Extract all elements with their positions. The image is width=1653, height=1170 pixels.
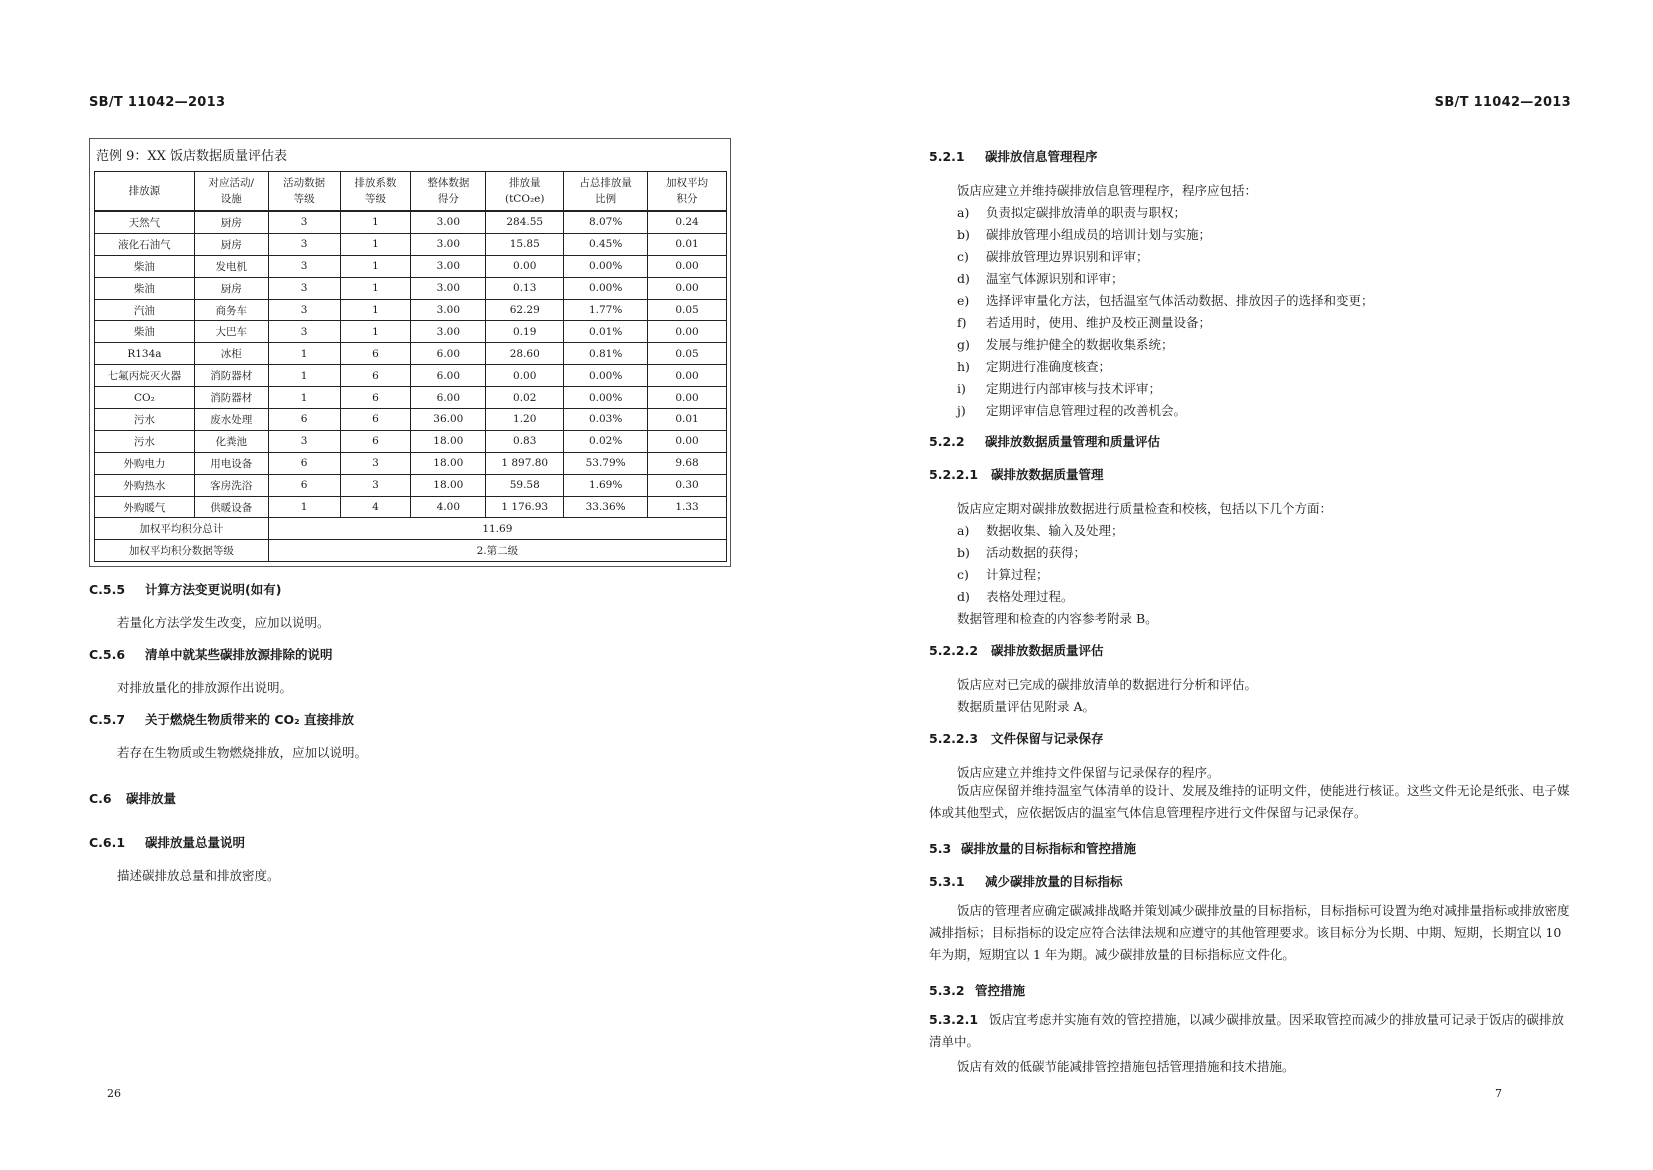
section-c57-heading: C.5.7 关于燃烧生物质带来的 CO₂ 直接排放 — [89, 712, 354, 727]
table-cell: 液化石油气 — [95, 233, 195, 255]
list-marker: a) — [957, 205, 970, 220]
section-5221-tail: 数据管理和检查的内容参考附录 B。 — [957, 611, 1158, 626]
table-cell: 污水 — [95, 409, 195, 431]
table-cell: 3 — [268, 321, 340, 343]
table-caption: 范例 9：XX 饭店数据质量评估表 — [96, 149, 288, 164]
table-cell: 0.30 — [648, 474, 727, 496]
table-cell: 3 — [268, 299, 340, 321]
table-cell: 0.02% — [564, 430, 648, 452]
table-cell: 消防器材 — [194, 387, 268, 409]
table-cell: 废水处理 — [194, 409, 268, 431]
list-item — [957, 247, 1149, 265]
table-cell: 0.00 — [648, 430, 727, 452]
table-cell: 36.00 — [411, 409, 486, 431]
list-text: 碳排放管理小组成员的培训计划与实施； — [986, 227, 1212, 242]
table-cell: 1 — [268, 343, 340, 365]
table-cell: 53.79% — [564, 452, 648, 474]
list-item — [957, 203, 1186, 221]
table-cell: 0.00 — [648, 387, 727, 409]
list-item — [957, 543, 1086, 561]
table-cell: 0.00% — [564, 387, 648, 409]
header-line: 等级 — [293, 193, 315, 205]
table-cell: 1 — [340, 233, 411, 255]
header-line: 排放量 — [508, 177, 541, 189]
header-line: 排放系数 — [354, 177, 397, 189]
table-cell: 0.00% — [564, 365, 648, 387]
header-line: 积分 — [676, 193, 698, 205]
table-cell: 0.02 — [486, 387, 564, 409]
table-grade-row — [95, 540, 727, 562]
page-number-left: 26 — [107, 1087, 121, 1100]
list-item — [957, 379, 1161, 397]
table-cell: 6 — [340, 365, 411, 387]
table-row — [95, 474, 727, 496]
table-cell: 62.29 — [486, 299, 564, 321]
table-header — [95, 172, 727, 212]
table-cell: 1 — [268, 496, 340, 518]
section-5221-heading: 5.2.2.1 碳排放数据质量管理 — [929, 467, 1104, 482]
table-cell: 天然气 — [95, 211, 195, 233]
table-row — [95, 365, 727, 387]
table-cell: 0.19 — [486, 321, 564, 343]
page-number-right: 7 — [1495, 1087, 1502, 1100]
header-line: 加权平均 — [666, 177, 709, 189]
table-row — [95, 387, 727, 409]
table-row — [95, 211, 727, 233]
table-cell: 0.01% — [564, 321, 648, 343]
header-line: 排放源 — [128, 185, 161, 197]
section-5223-heading: 5.2.2.3 文件保留与记录保存 — [929, 731, 1104, 746]
standard-code-right: SB/T 11042—2013 — [1434, 95, 1571, 110]
header-line: 比例 — [595, 193, 617, 205]
table-row — [95, 321, 727, 343]
section-5321-text: 饭店宜考虑并实施有效的管控措施，以减少碳排放量。因采取管控而减少的排放量可记录于饭店的碳排放清单中。 — [929, 1012, 1565, 1049]
list-item — [957, 225, 1211, 243]
table-cell: 3.00 — [411, 321, 486, 343]
table-cell: 客房洗浴 — [194, 474, 268, 496]
section-c61-text: 描述碳排放总量和排放密度。 — [117, 868, 280, 883]
table-cell: 0.00 — [648, 365, 727, 387]
section-5222-line2: 数据质量评估见附录 A。 — [957, 699, 1096, 714]
table-cell: 消防器材 — [194, 365, 268, 387]
section-522-heading: 5.2.2 碳排放数据质量管理和质量评估 — [929, 434, 1161, 449]
table-cell: 1.20 — [486, 409, 564, 431]
header-line: 占总排放量 — [579, 177, 632, 189]
table-cell: 4.00 — [411, 496, 486, 518]
list-item — [957, 587, 1074, 605]
table-cell: 3 — [268, 430, 340, 452]
table-cell: 3 — [340, 452, 411, 474]
table-summary-value: 11.69 — [268, 518, 726, 540]
table-cell: 0.24 — [648, 211, 727, 233]
table-cell: 污水 — [95, 430, 195, 452]
table-header-cell — [268, 172, 340, 212]
table-cell: 6 — [340, 343, 411, 365]
table-cell: 6 — [340, 387, 411, 409]
table-cell: 柴油 — [95, 321, 195, 343]
table-cell: 1.77% — [564, 299, 648, 321]
section-5223-line1: 饭店应建立并维持文件保留与记录保存的程序。 — [957, 765, 1220, 780]
list-item — [957, 291, 1374, 309]
list-text: 表格处理过程。 — [986, 589, 1074, 604]
table-cell: 3.00 — [411, 299, 486, 321]
section-532-heading: 5.3.2 管控措施 — [929, 983, 1026, 998]
section-5223-paragraph: 饭店应保留并维持温室气体清单的设计、发展及维持的证明文件，使能进行核证。这些文件无论是纸张、电子媒体或其他型式，应依据饭店的温室气体信息管理程序进行文件保留与记录保存。 — [929, 783, 1570, 820]
table-header-cell — [648, 172, 727, 212]
table-cell: 0.13 — [486, 277, 564, 299]
list-marker: b) — [957, 545, 970, 560]
section-521-intro: 饭店应建立并维持碳排放信息管理程序，程序应包括： — [957, 183, 1258, 198]
table-cell: 用电设备 — [194, 452, 268, 474]
section-5221-intro: 饭店应定期对碳排放数据进行质量检查和校核，包括以下几个方面： — [957, 501, 1333, 516]
section-c55-text: 若量化方法学发生改变，应加以说明。 — [117, 615, 330, 630]
table-cell: 18.00 — [411, 452, 486, 474]
section-c57-text: 若存在生物质或生物燃烧排放，应加以说明。 — [117, 745, 368, 760]
table-cell: 0.00 — [648, 321, 727, 343]
list-item — [957, 401, 1186, 419]
table-row — [95, 496, 727, 518]
right-page — [826, 0, 1653, 1170]
table-cell: 0.05 — [648, 343, 727, 365]
header-line: 活动数据 — [283, 177, 326, 189]
table-summary-label: 加权平均积分总计 — [95, 518, 269, 540]
list-item — [957, 565, 1049, 583]
header-line: (tCO₂e) — [504, 193, 545, 205]
table-cell: 0.00% — [564, 255, 648, 277]
table-total-row — [95, 518, 727, 540]
table-cell: 1.69% — [564, 474, 648, 496]
list-marker: c) — [957, 567, 969, 582]
section-c61-heading: C.6.1 碳排放量总量说明 — [89, 835, 246, 850]
list-marker: g) — [957, 337, 970, 352]
table-row — [95, 430, 727, 452]
header-line: 得分 — [437, 193, 459, 205]
table-cell: 汽油 — [95, 299, 195, 321]
table-body — [95, 211, 727, 562]
table-cell: 大巴车 — [194, 321, 268, 343]
table-cell: 0.00 — [648, 255, 727, 277]
table-header-cell — [340, 172, 411, 212]
table-cell: 8.07% — [564, 211, 648, 233]
list-text: 若适用时，使用、维护及校正测量设备； — [986, 315, 1212, 330]
list-text: 定期进行内部审核与技术评审； — [986, 381, 1162, 396]
list-item — [957, 521, 1124, 539]
list-marker: a) — [957, 523, 970, 538]
table-row — [95, 277, 727, 299]
table-cell: 3 — [268, 255, 340, 277]
table-cell: 冰柜 — [194, 343, 268, 365]
table-cell: 发电机 — [194, 255, 268, 277]
header-line: 等级 — [364, 193, 386, 205]
section-5222-heading: 5.2.2.2 碳排放数据质量评估 — [929, 643, 1104, 658]
section-521-heading: 5.2.1 碳排放信息管理程序 — [929, 149, 1098, 164]
list-text: 选择评审量化方法，包括温室气体活动数据、排放因子的选择和变更； — [986, 293, 1374, 308]
list-marker: j) — [957, 403, 966, 418]
table-cell: 1 — [340, 211, 411, 233]
table-cell: 3 — [268, 211, 340, 233]
list-text: 计算过程； — [986, 567, 1049, 582]
table-cell: 七氟丙烷灭火器 — [95, 365, 195, 387]
list-marker: d) — [957, 589, 970, 604]
section-5321-paragraph — [929, 1009, 1571, 1053]
table-cell: 柴油 — [95, 255, 195, 277]
list-item — [957, 335, 1174, 353]
table-cell: 0.01 — [648, 409, 727, 431]
table-cell: 3 — [268, 233, 340, 255]
table-cell: 厨房 — [194, 211, 268, 233]
table-cell: 0.00% — [564, 277, 648, 299]
table-cell: 0.01 — [648, 233, 727, 255]
list-item — [957, 357, 1111, 375]
table-row — [95, 255, 727, 277]
list-marker: e) — [957, 293, 970, 308]
table-cell: 0.83 — [486, 430, 564, 452]
table-cell: 外购热水 — [95, 474, 195, 496]
header-line: 整体数据 — [427, 177, 470, 189]
table-cell: 6.00 — [411, 343, 486, 365]
section-531-heading: 5.3.1 减少碳排放量的目标指标 — [929, 874, 1123, 889]
data-quality-table — [94, 171, 727, 562]
left-page — [0, 0, 826, 1170]
list-marker: d) — [957, 271, 970, 286]
list-item — [957, 313, 1211, 331]
table-cell: 6.00 — [411, 387, 486, 409]
table-cell: 28.60 — [486, 343, 564, 365]
table-cell: 3.00 — [411, 277, 486, 299]
section-c6-heading: C.6 碳排放量 — [89, 791, 177, 806]
table-cell: 6 — [340, 430, 411, 452]
table-cell: 3.00 — [411, 211, 486, 233]
table-cell: 1 176.93 — [486, 496, 564, 518]
table-cell: 0.00 — [486, 365, 564, 387]
table-cell: 3.00 — [411, 255, 486, 277]
table-cell: 1 — [268, 387, 340, 409]
table-cell: 0.00 — [648, 277, 727, 299]
table-cell: 6 — [268, 409, 340, 431]
list-text: 定期评审信息管理过程的改善机会。 — [986, 403, 1187, 418]
table-cell: 外购电力 — [95, 452, 195, 474]
section-c56-heading: C.5.6 清单中就某些碳排放源排除的说明 — [89, 647, 333, 662]
table-cell: 0.03% — [564, 409, 648, 431]
table-cell: 外购暖气 — [95, 496, 195, 518]
table-cell: 1 — [340, 321, 411, 343]
table-cell: 18.00 — [411, 474, 486, 496]
list-text: 碳排放管理边界识别和评审； — [986, 249, 1149, 264]
table-row — [95, 343, 727, 365]
table-cell: 18.00 — [411, 430, 486, 452]
table-cell: 供暖设备 — [194, 496, 268, 518]
table-header-cell — [564, 172, 648, 212]
table-header-cell — [411, 172, 486, 212]
table-cell: 1.33 — [648, 496, 727, 518]
table-cell: 33.36% — [564, 496, 648, 518]
table-cell: 284.55 — [486, 211, 564, 233]
section-53-heading: 5.3 碳排放量的目标指标和管控措施 — [929, 841, 1137, 856]
list-text: 定期进行准确度核查； — [986, 359, 1112, 374]
table-summary-value: 2.第二级 — [268, 540, 726, 562]
section-531-paragraph: 饭店的管理者应确定碳减排战略并策划减少碳排放量的目标指标，目标指标可设置为绝对减排量指标或排放密度减排指标；目标指标的设定应符合法律法规和应遵守的其他管理要求。该目标分为长期、中期、短期，长期宜以 10 年为期，短期宜以 1 年为期。减少碳排放量的目标指标应文件化。 — [929, 903, 1570, 962]
table-cell: 3 — [340, 474, 411, 496]
table-cell: 柴油 — [95, 277, 195, 299]
table-cell: 厨房 — [194, 277, 268, 299]
section-5321-number: 5.3.2.1 — [929, 1012, 979, 1027]
list-text: 发展与维护健全的数据收集系统； — [986, 337, 1174, 352]
standard-code-left: SB/T 11042—2013 — [89, 95, 226, 110]
list-marker: h) — [957, 359, 970, 374]
section-c55-heading: C.5.5 计算方法变更说明(如有) — [89, 582, 282, 597]
table-cell: 4 — [340, 496, 411, 518]
table-cell: R134a — [95, 343, 195, 365]
data-quality-table-box — [89, 138, 731, 567]
list-text: 负责拟定碳排放清单的职责与职权； — [986, 205, 1187, 220]
table-header-cell — [486, 172, 564, 212]
table-cell: 6 — [340, 409, 411, 431]
list-marker: c) — [957, 249, 969, 264]
table-cell: 化粪池 — [194, 430, 268, 452]
section-c56-text: 对排放量化的排放源作出说明。 — [117, 680, 293, 695]
table-cell: 15.85 — [486, 233, 564, 255]
table-cell: 6 — [268, 474, 340, 496]
list-item — [957, 269, 1124, 287]
header-line: 设施 — [220, 193, 242, 205]
table-cell: 9.68 — [648, 452, 727, 474]
table-row — [95, 452, 727, 474]
table-cell: 1 — [268, 365, 340, 387]
table-header-cell — [95, 172, 195, 212]
table-cell: 0.45% — [564, 233, 648, 255]
table-cell: 厨房 — [194, 233, 268, 255]
section-5321-line2: 饭店有效的低碳节能减排管控措施包括管理措施和技术措施。 — [957, 1059, 1295, 1074]
table-row — [95, 409, 727, 431]
table-cell: 0.05 — [648, 299, 727, 321]
table-cell: 6 — [268, 452, 340, 474]
table-header-cell — [194, 172, 268, 212]
table-cell: 1 897.80 — [486, 452, 564, 474]
table-row — [95, 299, 727, 321]
list-marker: f) — [957, 315, 967, 330]
list-marker: b) — [957, 227, 970, 242]
table-cell: 3.00 — [411, 233, 486, 255]
table-cell: 59.58 — [486, 474, 564, 496]
table-summary-label: 加权平均积分数据等级 — [95, 540, 269, 562]
table-cell: 1 — [340, 277, 411, 299]
table-cell: 1 — [340, 255, 411, 277]
table-cell: 商务车 — [194, 299, 268, 321]
list-text: 活动数据的获得； — [986, 545, 1087, 560]
list-text: 数据收集、输入及处理； — [986, 523, 1124, 538]
table-cell: 0.00 — [486, 255, 564, 277]
header-line: 对应活动/ — [208, 177, 255, 189]
section-5222-line1: 饭店应对已完成的碳排放清单的数据进行分析和评估。 — [957, 677, 1258, 692]
list-marker: i) — [957, 381, 966, 396]
table-cell: 1 — [340, 299, 411, 321]
table-cell: CO₂ — [95, 387, 195, 409]
list-text: 温室气体源识别和评审； — [986, 271, 1124, 286]
table-cell: 0.81% — [564, 343, 648, 365]
table-cell: 3 — [268, 277, 340, 299]
table-cell: 6.00 — [411, 365, 486, 387]
table-row — [95, 233, 727, 255]
